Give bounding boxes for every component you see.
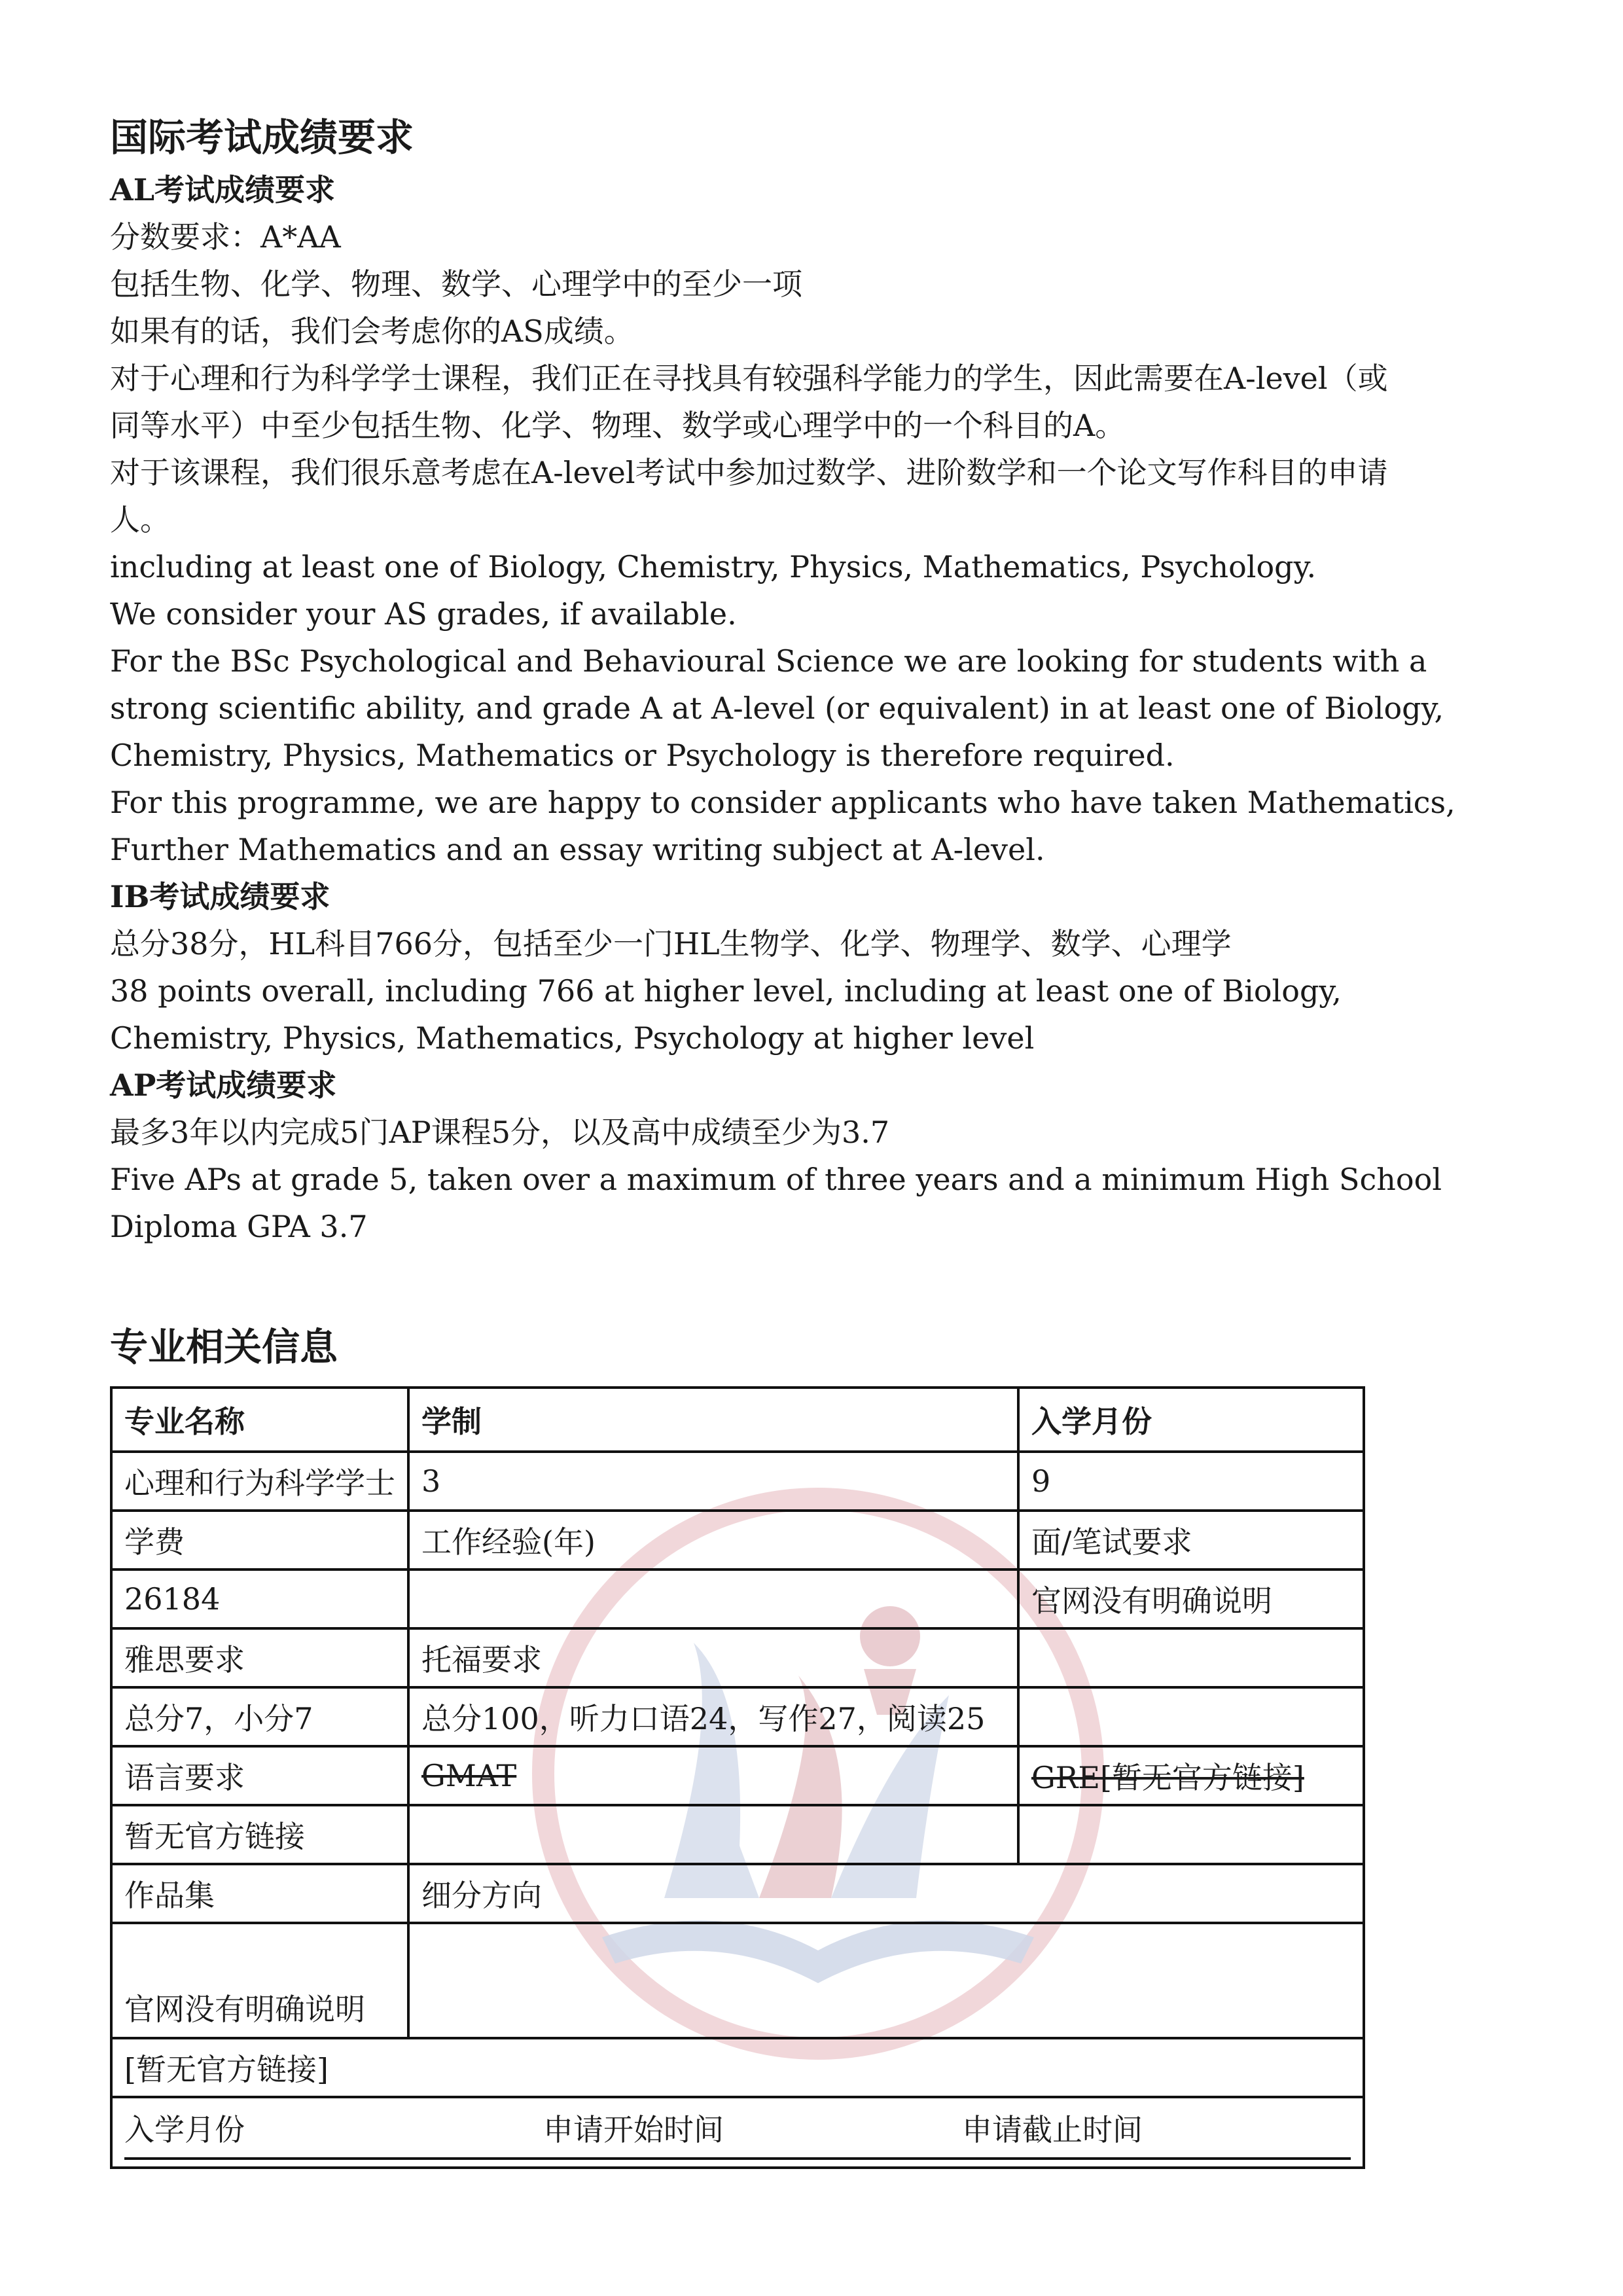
- table-cell-label: 申请截止时间: [962, 2112, 1143, 2147]
- table-cell: 作品集: [111, 1864, 408, 1923]
- table-cell: 学费: [111, 1511, 408, 1570]
- gre-link[interactable]: GRE[暂无官方链接]: [1018, 1746, 1364, 1805]
- table-cell: 26184: [111, 1570, 408, 1628]
- al-line: 包括生物、化学、物理、数学、心理学中的至少一项: [110, 266, 802, 302]
- table-cell: [1018, 1687, 1364, 1746]
- major-info-table: [110, 1386, 1365, 2169]
- page-content: [110, 111, 1530, 2169]
- table-cell: 暂无官方链接: [111, 1805, 408, 1864]
- al-line: Chemistry, Physics, Mathematics or Psychology is therefore required.: [110, 738, 1175, 773]
- table-cell: [暂无官方链接]: [111, 2038, 1364, 2097]
- table-cell: [1018, 1805, 1364, 1864]
- table-cell: [408, 1805, 1018, 1864]
- ap-line: Diploma GPA 3.7: [110, 1209, 368, 1244]
- al-line: 如果有的话，我们会考虑你的AS成绩。: [110, 314, 634, 349]
- al-line: We consider your AS grades, if available.: [110, 596, 737, 632]
- al-line: 同等水平）中至少包括生物、化学、物理、数学或心理学中的一个科目的A。: [110, 408, 1126, 443]
- table-row: [111, 1746, 1364, 1805]
- table-header-cell: 学制: [408, 1388, 1018, 1452]
- al-line: 对于该课程，我们很乐意考虑在A-level考试中参加过数学、进阶数学和一个论文写作科目的申请: [110, 455, 1388, 490]
- table-row: [111, 1805, 1364, 1864]
- table-cell-label: 申请开始时间: [543, 2112, 724, 2147]
- table-cell: 官网没有明确说明: [1018, 1570, 1364, 1628]
- al-line: 人。: [110, 502, 170, 537]
- table-cell: 语言要求: [111, 1746, 408, 1805]
- table-row: [111, 1864, 1364, 1923]
- table-cell: 细分方向: [408, 1864, 1364, 1923]
- ap-line: 最多3年以内完成5门AP课程5分，以及高中成绩至少为3.7: [110, 1115, 890, 1150]
- table-row: [111, 1570, 1364, 1628]
- ap-line: Five APs at grade 5, taken over a maximum of three years and a minimum High School: [110, 1162, 1442, 1197]
- table-row: [111, 2038, 1364, 2097]
- al-heading: AL考试成绩要求: [110, 172, 336, 207]
- table-cell-label: 入学月份: [124, 2112, 245, 2147]
- table-cell: 心理和行为科学学士: [111, 1452, 408, 1511]
- al-line: For the BSc Psychological and Behavioural Science we are looking for students with a: [110, 643, 1427, 679]
- al-line: Further Mathematics and an essay writing subject at A-level.: [110, 832, 1045, 867]
- table-cell: 雅思要求: [111, 1628, 408, 1687]
- table-row: [111, 1923, 1364, 2038]
- table-cell: 9: [1018, 1452, 1364, 1511]
- ap-heading: AP考试成绩要求: [110, 1067, 337, 1103]
- al-line: 对于心理和行为科学学士课程，我们正在寻找具有较强科学能力的学生，因此需要在A-level（或: [110, 361, 1388, 396]
- table-header-cell: 入学月份: [1018, 1388, 1364, 1452]
- table-cell: 3: [408, 1452, 1018, 1511]
- ib-heading: IB考试成绩要求: [110, 879, 330, 914]
- ib-line: 38 points overall, including 766 at higher level, including at least one of Biology,: [110, 973, 1342, 1009]
- gmat-link[interactable]: GMAT: [408, 1746, 1018, 1805]
- table-cell: [111, 2097, 1364, 2168]
- al-line: For this programme, we are happy to consider applicants who have taken Mathematics,: [110, 785, 1455, 820]
- al-line: strong scientific ability, and grade A at A-level (or equivalent) in at least one of Biology,: [110, 691, 1444, 726]
- table-row: [111, 1687, 1364, 1746]
- table-cell: 官网没有明确说明: [111, 1923, 408, 2038]
- table-cell: 工作经验(年): [408, 1511, 1018, 1570]
- table-cell: [408, 1570, 1018, 1628]
- major-section-title: 专业相关信息: [110, 1325, 338, 1369]
- ib-line: Chemistry, Physics, Mathematics, Psychology at higher level: [110, 1020, 1035, 1056]
- table-header-cell: 专业名称: [111, 1388, 408, 1452]
- table-row: [111, 1388, 1364, 1452]
- table-cell: [1018, 1628, 1364, 1687]
- table-cell: 面/笔试要求: [1018, 1511, 1364, 1570]
- table-row: [111, 1452, 1364, 1511]
- table-cell: 总分100，听力口语24，写作27，阅读25: [408, 1687, 1018, 1746]
- al-line: 分数要求：A*AA: [110, 219, 341, 255]
- intl-section-title: 国际考试成绩要求: [110, 115, 414, 160]
- table-row: [111, 1628, 1364, 1687]
- table-cell: 托福要求: [408, 1628, 1018, 1687]
- table-row: [111, 1511, 1364, 1570]
- table-cell: [408, 1923, 1364, 2038]
- ib-line: 总分38分，HL科目766分，包括至少一门HL生物学、化学、物理学、数学、心理学: [110, 926, 1232, 961]
- table-row: [111, 2097, 1364, 2168]
- table-cell: 总分7，小分7: [111, 1687, 408, 1746]
- al-line: including at least one of Biology, Chemistry, Physics, Mathematics, Psychology.: [110, 549, 1317, 584]
